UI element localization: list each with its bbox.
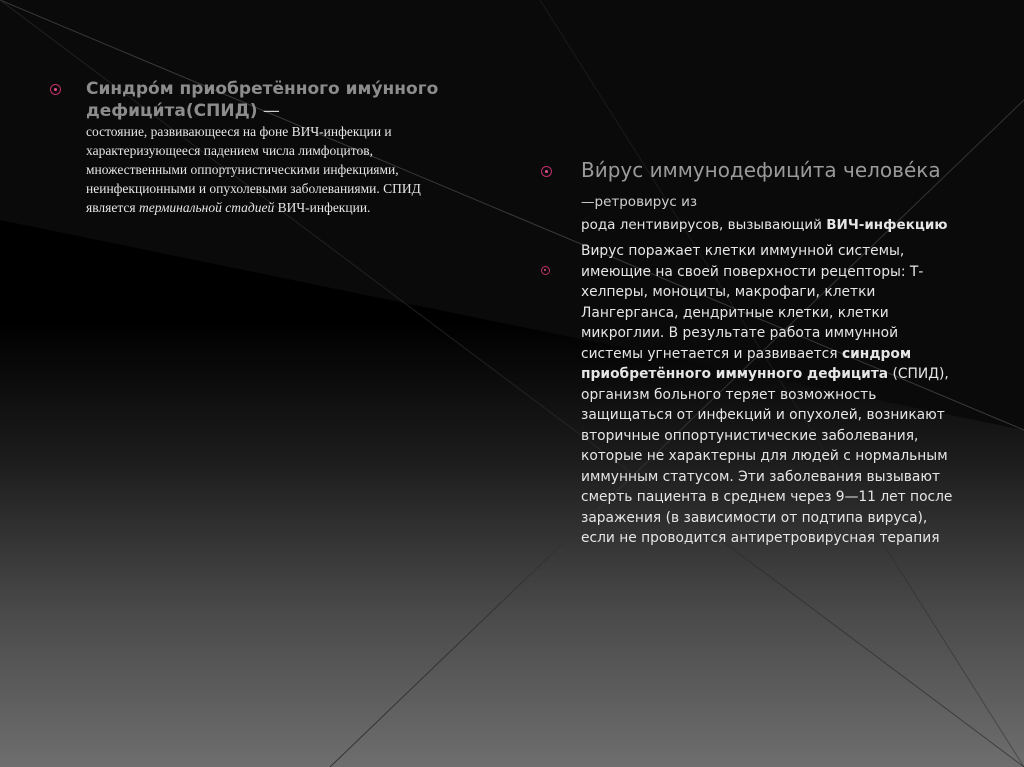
hiv-heading — [581, 157, 956, 215]
aids-body-text: состояние, развивающееся на фоне ВИЧ-инфекции и характеризующееся падением числа лимфоцитов, множественными оппортунистическими инфекциями, неинфекционными и опухолевыми заболеваниями. СПИД является — [86, 124, 421, 215]
aids-body — [86, 122, 458, 217]
hiv-title: Ви́рус иммунодефици́та челове́ка — [581, 158, 941, 182]
bullet-circle-icon — [50, 84, 61, 95]
hiv-paragraph-part1: Вирус поражает клетки иммунной системы, имеющие на своей поверхности рецепторы: Т-хелперы, моноциты, макрофаги, клетки Лангерганса, дендритные клетки, клетки микроглии. В результате работа иммунной системы угнетается и развивается — [581, 243, 924, 362]
aids-body-emphasis: терминальной стадией — [139, 200, 275, 215]
aids-title: Синдро́м приобретённого иму́нного дефици́та(СПИД) — [86, 79, 439, 121]
aids-heading — [86, 78, 458, 122]
hiv-paragraph-bold: синдром приобретённого иммунного дефицита — [581, 345, 912, 382]
hiv-subtext-bold: ВИЧ-инфекцию — [826, 217, 948, 233]
hiv-paragraph-part2: (СПИД), организм больного теряет возможность защищаться от инфекций и опухолей, возникают вторичные оппортунистические заболевания, которые не характерны для людей с нормальным иммунным статусом. Эти заболевания вызывают смерть пациента в среднем через 9—11 лет после заражения (в зависимости от подтипа вируса), если не проводится антиретровирусная терапия — [581, 366, 953, 546]
hiv-dash: —ретровирус из — [581, 194, 698, 210]
hiv-definition — [581, 157, 956, 549]
hiv-subtext — [581, 215, 956, 235]
aids-body-end: ВИЧ-инфекции. — [274, 200, 371, 215]
bullet-circle-icon — [541, 166, 552, 177]
aids-definition — [86, 78, 458, 217]
hiv-subtext-part: рода лентивирусов, вызывающий — [581, 217, 827, 233]
hiv-paragraph — [581, 241, 956, 549]
bullet-circle-icon — [541, 266, 550, 275]
aids-dash: — — [257, 101, 280, 121]
